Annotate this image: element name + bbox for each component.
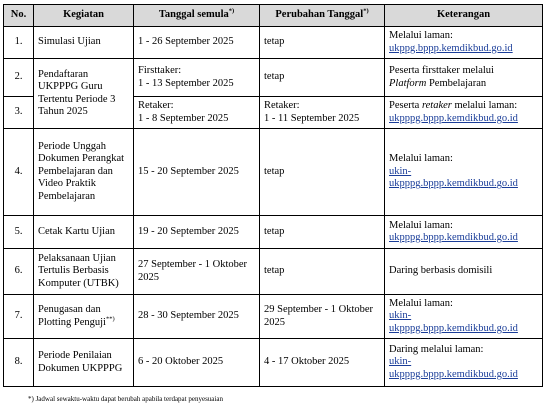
row-keterangan [385, 59, 543, 97]
tanggal-label: Retaker: [138, 100, 174, 111]
keterangan-emphasis: retaker [421, 100, 452, 111]
row-number: 5. [4, 216, 34, 249]
keterangan-link[interactable]: ukin-ukpppg.bppp.kemdikbud.go.id [389, 356, 518, 380]
header-keterangan: Keterangan [385, 5, 543, 27]
header-tanggal-semula-label: Tanggal semula [158, 9, 229, 21]
keterangan-text-suffix: melalui laman: [454, 100, 518, 111]
row-perubahan-tanggal: tetap [260, 59, 385, 97]
row-kegiatan: Simulasi Ujian [34, 27, 134, 59]
row-tanggal-semula [134, 97, 260, 129]
keterangan-text: Daring melalui laman: [389, 343, 484, 355]
row-kegiatan: Periode Unggah Dokumen Perangkat Pembelajaran dan Video Praktik Pembelajaran [34, 129, 134, 216]
row-keterangan [385, 97, 543, 129]
keterangan-text: Peserta firsttaker melalui [389, 65, 494, 76]
keterangan-link[interactable]: ukin-ukpppg.bppp.kemdikbud.go.id [389, 165, 518, 190]
row-kegiatan [34, 295, 134, 339]
row-keterangan [385, 216, 543, 249]
table-header-row [4, 5, 543, 27]
row-keterangan [385, 129, 543, 216]
row-kegiatan: Periode Penilaian Dokumen UKPPPG [34, 339, 134, 387]
table-row [4, 27, 543, 59]
table-row [4, 59, 543, 97]
row-keterangan [385, 295, 543, 339]
kegiatan-mark: **) [105, 315, 115, 322]
tanggal-value: 1 - 8 September 2025 [138, 112, 229, 124]
row-tanggal-semula: 1 - 26 September 2025 [134, 27, 260, 59]
row-number: 3. [4, 97, 34, 129]
keterangan-text: Melalui laman: [389, 219, 453, 231]
header-perubahan-tanggal [260, 5, 385, 27]
row-tanggal-semula: 27 September - 1 Oktober 2025 [134, 249, 260, 295]
keterangan-text-suffix: Pembelajaran [428, 77, 487, 89]
keterangan-text: Melalui laman: [389, 153, 453, 165]
row-perubahan-tanggal: tetap [260, 129, 385, 216]
row-perubahan-tanggal: 4 - 17 Oktober 2025 [260, 339, 385, 387]
kegiatan-text: Penugasan dan Plotting Penguji [38, 304, 106, 328]
keterangan-link[interactable]: ukin-ukpppg.bppp.kemdikbud.go.id [389, 310, 518, 334]
row-perubahan-tanggal: tetap [260, 249, 385, 295]
keterangan-link[interactable]: ukpppg.bppp.kemdikbud.go.id [389, 112, 518, 124]
row-kegiatan: Pelaksanaan Ujian Tertulis Berbasis Komputer (UTBK) [34, 249, 134, 295]
footnote: *) Jadwal sewaktu-waktu dapat berubah apabila terdapat penyesuaian [28, 395, 223, 403]
row-number: 4. [4, 129, 34, 216]
row-keterangan [385, 339, 543, 387]
keterangan-text-line [389, 78, 538, 91]
header-no: No. [4, 5, 34, 27]
keterangan-link[interactable]: ukppg.bppp.kemdikbud.go.id [389, 42, 513, 54]
perubahan-label: Retaker: [264, 100, 300, 111]
schedule-table [3, 4, 543, 387]
row-tanggal-semula [134, 59, 260, 97]
table-row [4, 216, 543, 249]
perubahan-value: 1 - 11 September 2025 [264, 112, 360, 124]
keterangan-text: Melalui laman: [389, 30, 453, 41]
keterangan-emphasis: Platform [389, 77, 427, 89]
row-perubahan-tanggal [260, 97, 385, 129]
row-kegiatan: Pendaftaran UKPPPG Guru Tertentu Periode 3 Tahun 2025 [34, 59, 134, 129]
header-tanggal-semula-mark: *) [228, 7, 235, 15]
row-number: 8. [4, 339, 34, 387]
row-perubahan-tanggal: tetap [260, 27, 385, 59]
header-kegiatan: Kegiatan [34, 5, 134, 27]
row-perubahan-tanggal: 29 September - 1 Oktober 2025 [260, 295, 385, 339]
tanggal-value: 1 - 13 September 2025 [138, 77, 234, 89]
row-number: 7. [4, 295, 34, 339]
keterangan-text: Melalui laman: [389, 297, 453, 309]
tanggal-label: Firsttaker: [138, 65, 182, 76]
header-perubahan-mark: *) [363, 7, 369, 15]
keterangan-text-line [389, 100, 538, 113]
row-perubahan-tanggal: tetap [260, 216, 385, 249]
row-tanggal-semula: 28 - 30 September 2025 [134, 295, 260, 339]
row-number: 1. [4, 27, 34, 59]
row-tanggal-semula: 15 - 20 September 2025 [134, 129, 260, 216]
row-kegiatan: Cetak Kartu Ujian [34, 216, 134, 249]
row-number: 6. [4, 249, 34, 295]
row-tanggal-semula: 19 - 20 September 2025 [134, 216, 260, 249]
table-row [4, 249, 543, 295]
header-tanggal-semula [134, 5, 260, 27]
row-keterangan [385, 27, 543, 59]
table-row [4, 129, 543, 216]
keterangan-link[interactable]: ukpppg.bppp.kemdikbud.go.id [389, 232, 518, 243]
table-row [4, 295, 543, 339]
header-perubahan-label: Perubahan Tanggal [275, 9, 364, 21]
row-number: 2. [4, 59, 34, 97]
row-keterangan: Daring berbasis domisili [385, 249, 543, 295]
keterangan-text-prefix: Peserta [389, 100, 420, 111]
table-row [4, 339, 543, 387]
row-tanggal-semula: 6 - 20 Oktober 2025 [134, 339, 260, 387]
